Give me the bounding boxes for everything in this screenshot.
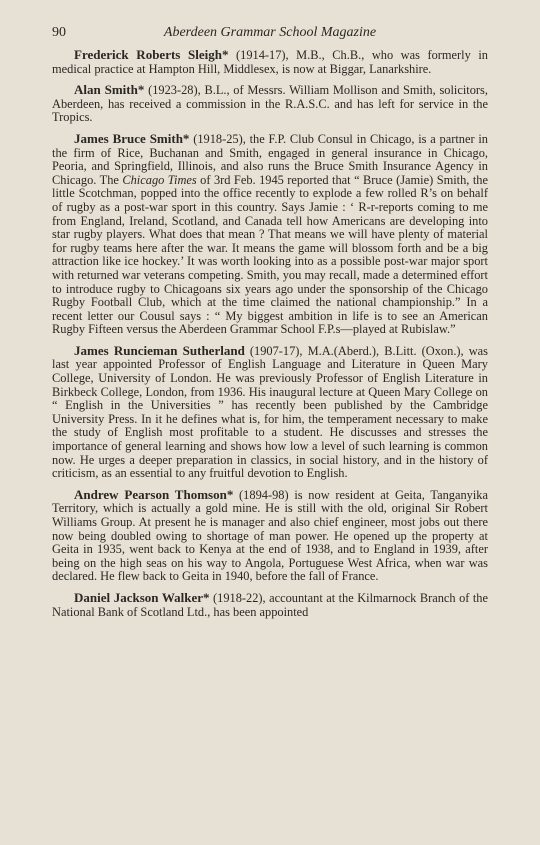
alumni-notes — [52, 48, 488, 619]
entry-walker — [52, 591, 488, 619]
entry-text: (1914-17), M.B., Ch.B., who was formerly in medical practice at Hampton Hill, Middlesex, is now at Biggar, Lanarkshire. — [52, 48, 488, 76]
entry-sleigh — [52, 48, 488, 76]
entry-text: (1923-28), B.L., of Messrs. William Mollison and Smith, solicitors, Aberdeen, has received a commission in the R.A.S.C. and has left for service in the Tropics. — [52, 83, 488, 125]
entry-name: Frederick Roberts Sleigh* — [74, 47, 229, 62]
entry-name: Alan Smith* — [74, 82, 145, 98]
entry-name: Andrew Pearson Thomson* — [74, 486, 234, 502]
entry-text: (1894-98) is now resident at Geita, Tanganyika Territory, which is actually a gold mine. He is still with the old, original Sir Robert Williams Group. At present he is manager and also chief engineer, most jobs out there now being doubled owing to shortage of man power. He opened up the property at Geita in 1935, went back to Kenya at the end of 1938, and to England in 1939, after being on the high seas on his way to Angola, Portuguese West Africa, when war was declared. He flew back to Geita in 1940, before the fall of France. — [52, 487, 488, 584]
entry-text: (1918-22), accountant at the Kilmarnock Branch of the National Bank of Scotland Ltd., has been appointed — [52, 590, 488, 619]
entry-text-continued: of 3rd Feb. 1945 reported that “ Bruce (Jamie) Smith, the little Scotchman, popped into the office recently to explode a few rolled R’s on behalf of rugby as a post-war sport in this country. Says Jamie : ‘ R-r-reports coming to me from England, Ireland, Scotland, and Canada tell how Americans are developing into star rugby players. What does that mean ? That means we will have plenty of material for rugby teams here after the war. It means the game will blossom forth and be a big attraction like ice hockey.’ It was worth looking into as a possible post-war major sport with returned war veterans competing. Smith, you may recall, made a determined effort to introduce rugby to Chicagoans six years ago under the sponsorship of the Chicago Rugby Football Club, which at the time claimed the national championship.” In a recent letter our Cousul says : “ My biggest ambition in life is to see an American Rugby Fifteen versus the Aberdeen Grammar School F.P.s—played at Rubislaw.” — [52, 172, 488, 337]
page-number: 90 — [52, 25, 66, 40]
entry-text: (1918-25), the F.P. Club Consul in Chicago, is a partner in the firm of Rice, Buchanan and Smith, engaged in general insurance in Chicago, Peoria, and Springfield, Illinois, and also runs the Bruce Smith Insurance Agency in Chicago. The — [52, 131, 488, 187]
entry-name: James Runcieman Sutherland — [74, 342, 245, 358]
entry-thomson — [52, 488, 488, 584]
entry-name: James Bruce Smith* — [74, 130, 190, 146]
newspaper-title: Chicago Times — [122, 172, 197, 187]
page-header — [52, 22, 488, 44]
entry-alan-smith — [52, 83, 488, 125]
running-title: Aberdeen Grammar School Magazine — [163, 25, 377, 40]
entry-sutherland — [52, 344, 488, 481]
entry-text: (1907-17), M.A.(Aberd.), B.Litt. (Oxon.), was last year appointed Professor of English Language and Literature in Queen Mary College, University of London. He was previously Professor of English Literature in Birkbeck College, London, from 1936. His inaugural lecture at Queen Mary College on “ English in the Universities ” has recently been published by the Cambridge University Press. In it he defines what is, for him, the temperament necessary to make the study of English most profitable to a student. He discusses and stresses the importance of general learning and shows how low a level of such learning is common now. He urges a deeper preparation in classics, in social history, and in the history of criticism, as an essential to any fruitful devotion to English. — [52, 343, 488, 481]
entry-james-bruce-smith — [52, 132, 488, 337]
entry-name: Daniel Jackson Walker* — [74, 589, 210, 605]
